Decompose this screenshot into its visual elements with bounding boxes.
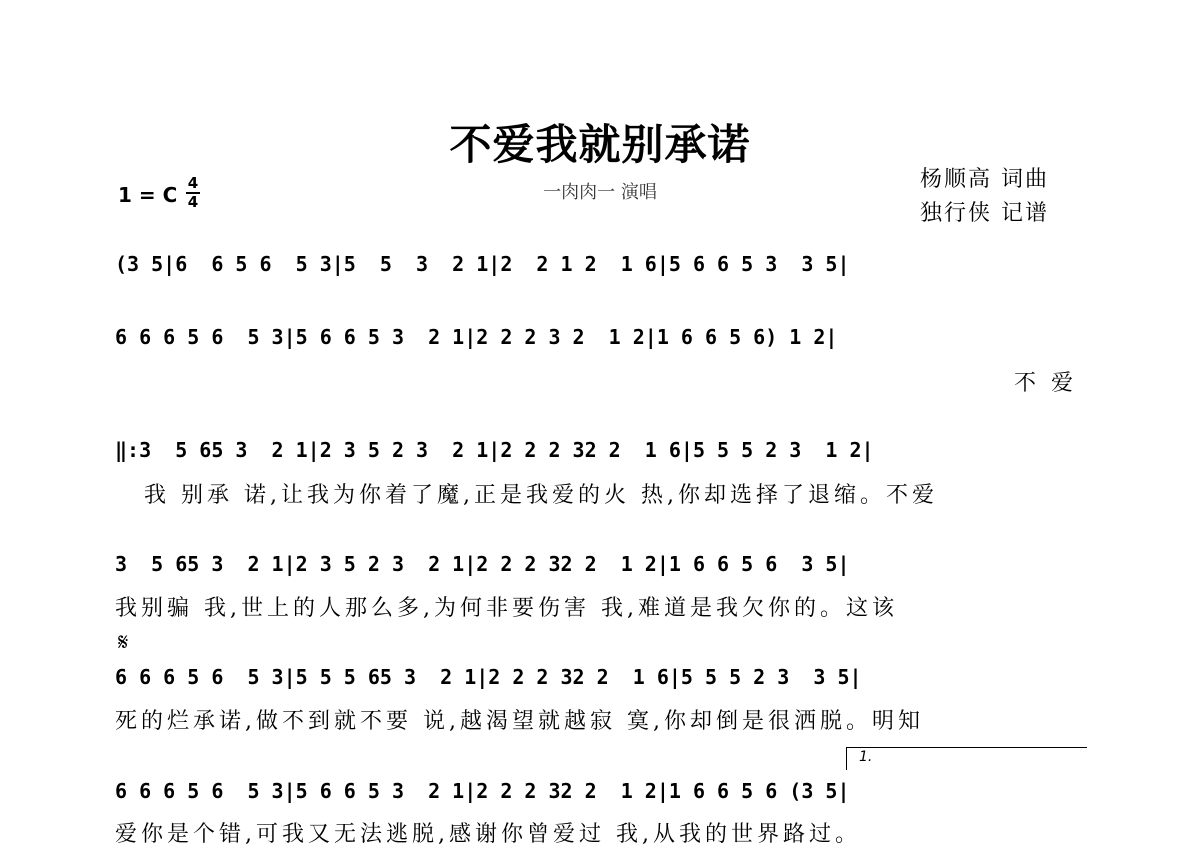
score-line-6: 6 6 6 5 6 5 3|5 6 6 5 3 2 1|2 2 2 32 2 1 2|1 6 6 5 6 (3 5|	[115, 779, 850, 803]
key-signature: 1 = C	[118, 183, 178, 207]
segno-sign: 𝄋	[118, 628, 129, 656]
lyric-line-4: 我别骗 我,世上的人那么多,为何非要伤害 我,难道是我欠你的。这该	[115, 596, 898, 621]
song-title: 不爱我就别承诺	[449, 120, 751, 169]
lyric-line-3: 我 别承 诺,让我为你着了魔,正是我爱的火 热,你却选择了退缩。不爱	[144, 483, 938, 508]
transcriber-credit: 独行侠 记谱	[920, 201, 1049, 226]
score-line-5: 6 6 6 5 6 5 3|5 5 5 65 3 2 1|2 2 2 32 2 1 6|5 5 5 2 3 3 5|	[115, 665, 862, 689]
score-line-3: ‖:3 5 65 3 2 1|2 3 5 2 3 2 1|2 2 2 32 2 1 6|5 5 5 2 3 1 2|	[115, 438, 874, 462]
lyricist-composer-credit: 杨顺高 词曲	[920, 167, 1049, 192]
singer-credit: 一肉肉一 演唱	[543, 182, 657, 203]
lyric-line-6: 爱你是个错,可我又无法逃脱,感谢你曾爱过 我,从我的世界路过。	[115, 822, 861, 847]
score-line-2: 6 6 6 5 6 5 3|5 6 6 5 3 2 1|2 2 2 3 2 1 2|1 6 6 5 6) 1 2|	[115, 325, 838, 349]
score-line-1: (3 5|6 6 5 6 5 3|5 5 3 2 1|2 2 1 2 1 6|5 6 6 5 3 3 5|	[115, 252, 850, 276]
lyric-line-5: 死的烂承诺,做不到就不要 说,越渴望就越寂 寞,你却倒是很洒脱。明知	[115, 709, 924, 734]
first-ending-label: 1.	[859, 749, 873, 765]
time-signature	[186, 176, 200, 210]
lyric-line-2: 不 爱	[1014, 371, 1077, 396]
score-line-4: 3 5 65 3 2 1|2 3 5 2 3 2 1|2 2 2 32 2 1 2|1 6 6 5 6 3 5|	[115, 552, 850, 576]
time-signature-top: 4	[187, 174, 199, 192]
time-signature-bottom: 4	[187, 193, 199, 211]
first-ending-bracket	[846, 747, 1087, 770]
